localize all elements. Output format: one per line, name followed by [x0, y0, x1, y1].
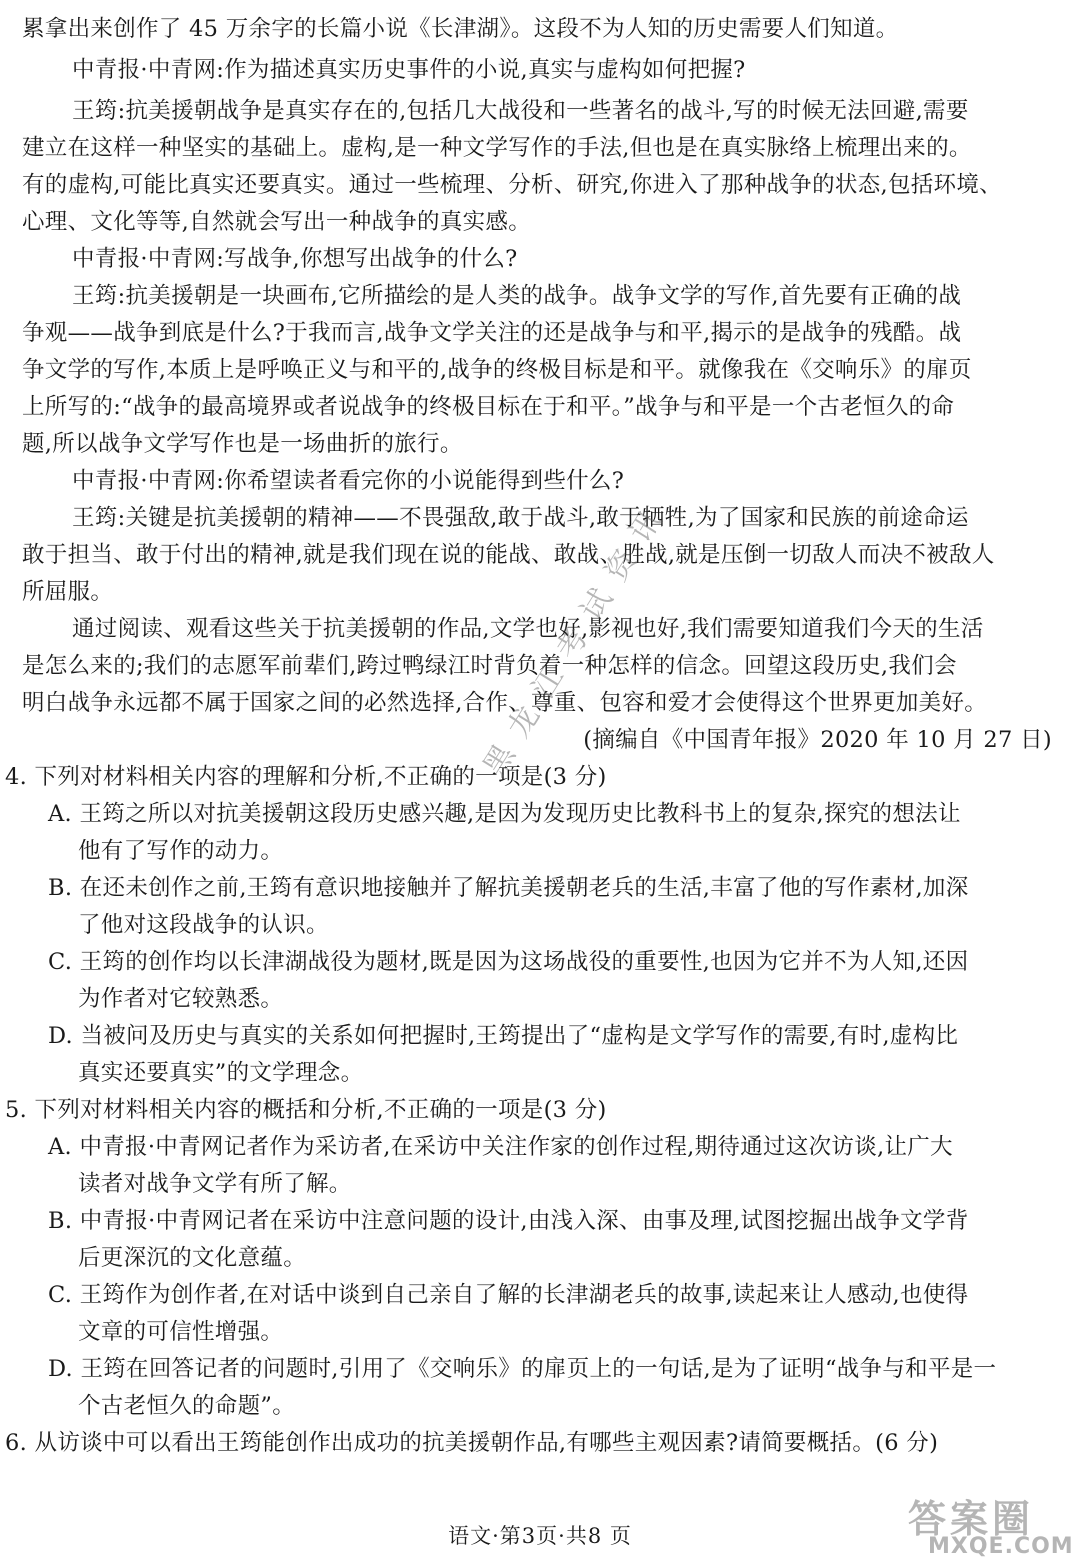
site-logo-url: MXQE.COM	[928, 1534, 1074, 1559]
question-4-option-a: A. 王筠之所以对抗美援朝这段历史感兴趣,是因为发现历史比教科书上的复杂,探究的想法让	[48, 801, 961, 827]
site-logo-text: 答案圈	[908, 1497, 1035, 1541]
article-line: 中青报·中青网:你希望读者看完你的小说能得到些什么?	[72, 468, 625, 494]
question-5-option-c-cont: 文章的可信性增强。	[78, 1319, 284, 1345]
article-line: 敢于担当、敢于付出的精神,就是我们现在说的能战、敢战、胜战,就是压倒一切敌人而决不被敌人	[22, 542, 995, 568]
article-line: 王筠:抗美援朝战争是真实存在的,包括几大战役和一些著名的战斗,写的时候无法回避,需要	[72, 98, 969, 124]
page-footer: 语文·第3页·共8 页	[448, 1524, 632, 1548]
question-5-option-a-cont: 读者对战争文学有所了解。	[78, 1171, 352, 1197]
question-4-option-b: B. 在还未创作之前,王筠有意识地接触并了解抗美援朝老兵的生活,丰富了他的写作素材,加深	[48, 875, 969, 901]
question-5-option-a: A. 中青报·中青网记者作为采访者,在采访中关注作家的创作过程,期待通过这次访谈,让广大	[48, 1134, 953, 1160]
article-line: 通过阅读、观看这些关于抗美援朝的作品,文学也好,影视也好,我们需要知道我们今天的生活	[72, 616, 984, 642]
article-line: 心理、文化等等,自然就会写出一种战争的真实感。	[22, 209, 532, 235]
question-4-option-a-cont: 他有了写作的动力。	[78, 838, 284, 864]
article-line: 建立在这样一种坚实的基础上。虚构,是一种文学写作的手法,但也是在真实脉络上梳理出来的。	[22, 135, 972, 161]
article-source: (摘编自《中国青年报》2020 年 10 月 27 日)	[583, 727, 1052, 753]
question-5-stem: 5. 下列对材料相关内容的概括和分析,不正确的一项是(3 分)	[5, 1097, 607, 1123]
article-line: 累拿出来创作了 45 万余字的长篇小说《长津湖》。这段不为人知的历史需要人们知道。	[22, 16, 899, 42]
question-5-option-b: B. 中青报·中青网记者在采访中注意问题的设计,由浅入深、由事及理,试图挖掘出战争文学背	[48, 1208, 969, 1234]
question-5-option-d: D. 王筠在回答记者的问题时,引用了《交响乐》的扉页上的一句话,是为了证明“战争与和平是一	[48, 1356, 997, 1382]
site-logo	[900, 1488, 1074, 1562]
article-line: 争观——战争到底是什么?于我而言,战争文学关注的还是战争与和平,揭示的是战争的残酷。战	[22, 320, 962, 346]
article-line: 王筠:关键是抗美援朝的精神——不畏强敌,敢于战斗,敢于牺牲,为了国家和民族的前途命运	[72, 505, 969, 531]
article-line: 王筠:抗美援朝是一块画布,它所描绘的是人类的战争。战争文学的写作,首先要有正确的战	[72, 283, 962, 309]
question-4-option-c-cont: 为作者对它较熟悉。	[78, 986, 284, 1012]
question-4-option-d: D. 当被问及历史与真实的关系如何把握时,王筠提出了“虚构是文学写作的需要,有时,虚构比	[48, 1023, 959, 1049]
question-5-option-c: C. 王筠作为创作者,在对话中谈到自己亲自了解的长津湖老兵的故事,读起来让人感动,也使得	[48, 1282, 969, 1308]
question-6-stem: 6. 从访谈中可以看出王筠能创作出成功的抗美援朝作品,有哪些主观因素?请简要概括。(6 分)	[5, 1430, 939, 1456]
article-line: 中青报·中青网:作为描述真实历史事件的小说,真实与虚构如何把握?	[72, 57, 746, 83]
article-line: 上所写的:“战争的最高境界或者说战争的终极目标在于和平。”战争与和平是一个古老恒久的命	[22, 394, 955, 420]
article-line: 是怎么来的;我们的志愿军前辈们,跨过鸭绿江时背负着一种怎样的信念。回望这段历史,我们会	[22, 653, 957, 679]
question-5-option-d-cont: 个古老恒久的命题”。	[78, 1393, 296, 1419]
question-4-option-d-cont: 真实还要真实”的文学理念。	[78, 1060, 364, 1086]
question-4-option-b-cont: 了他对这段战争的认识。	[78, 912, 329, 938]
question-4-option-c: C. 王筠的创作均以长津湖战役为题材,既是因为这场战役的重要性,也因为它并不为人知,还因	[48, 949, 969, 975]
article-line: 明白战争永远都不属于国家之间的必然选择,合作、尊重、包容和爱才会使得这个世界更加美好。	[22, 690, 988, 716]
article-line: 有的虚构,可能比真实还要真实。通过一些梳理、分析、研究,你进入了那种战争的状态,包括环境、	[22, 172, 1002, 198]
watermark: 黑龙江考试资讯	[476, 491, 678, 783]
question-4-stem: 4. 下列对材料相关内容的理解和分析,不正确的一项是(3 分)	[5, 764, 607, 790]
article-line: 争文学的写作,本质上是呼唤正义与和平的,战争的终极目标是和平。就像我在《交响乐》的扉页	[22, 357, 972, 383]
article-line: 所屈服。	[22, 579, 114, 605]
article-line: 中青报·中青网:写战争,你想写出战争的什么?	[72, 246, 518, 272]
question-5-option-b-cont: 后更深沉的文化意蕴。	[78, 1245, 307, 1271]
article-line: 题,所以战争文学写作也是一场曲折的旅行。	[22, 431, 463, 457]
